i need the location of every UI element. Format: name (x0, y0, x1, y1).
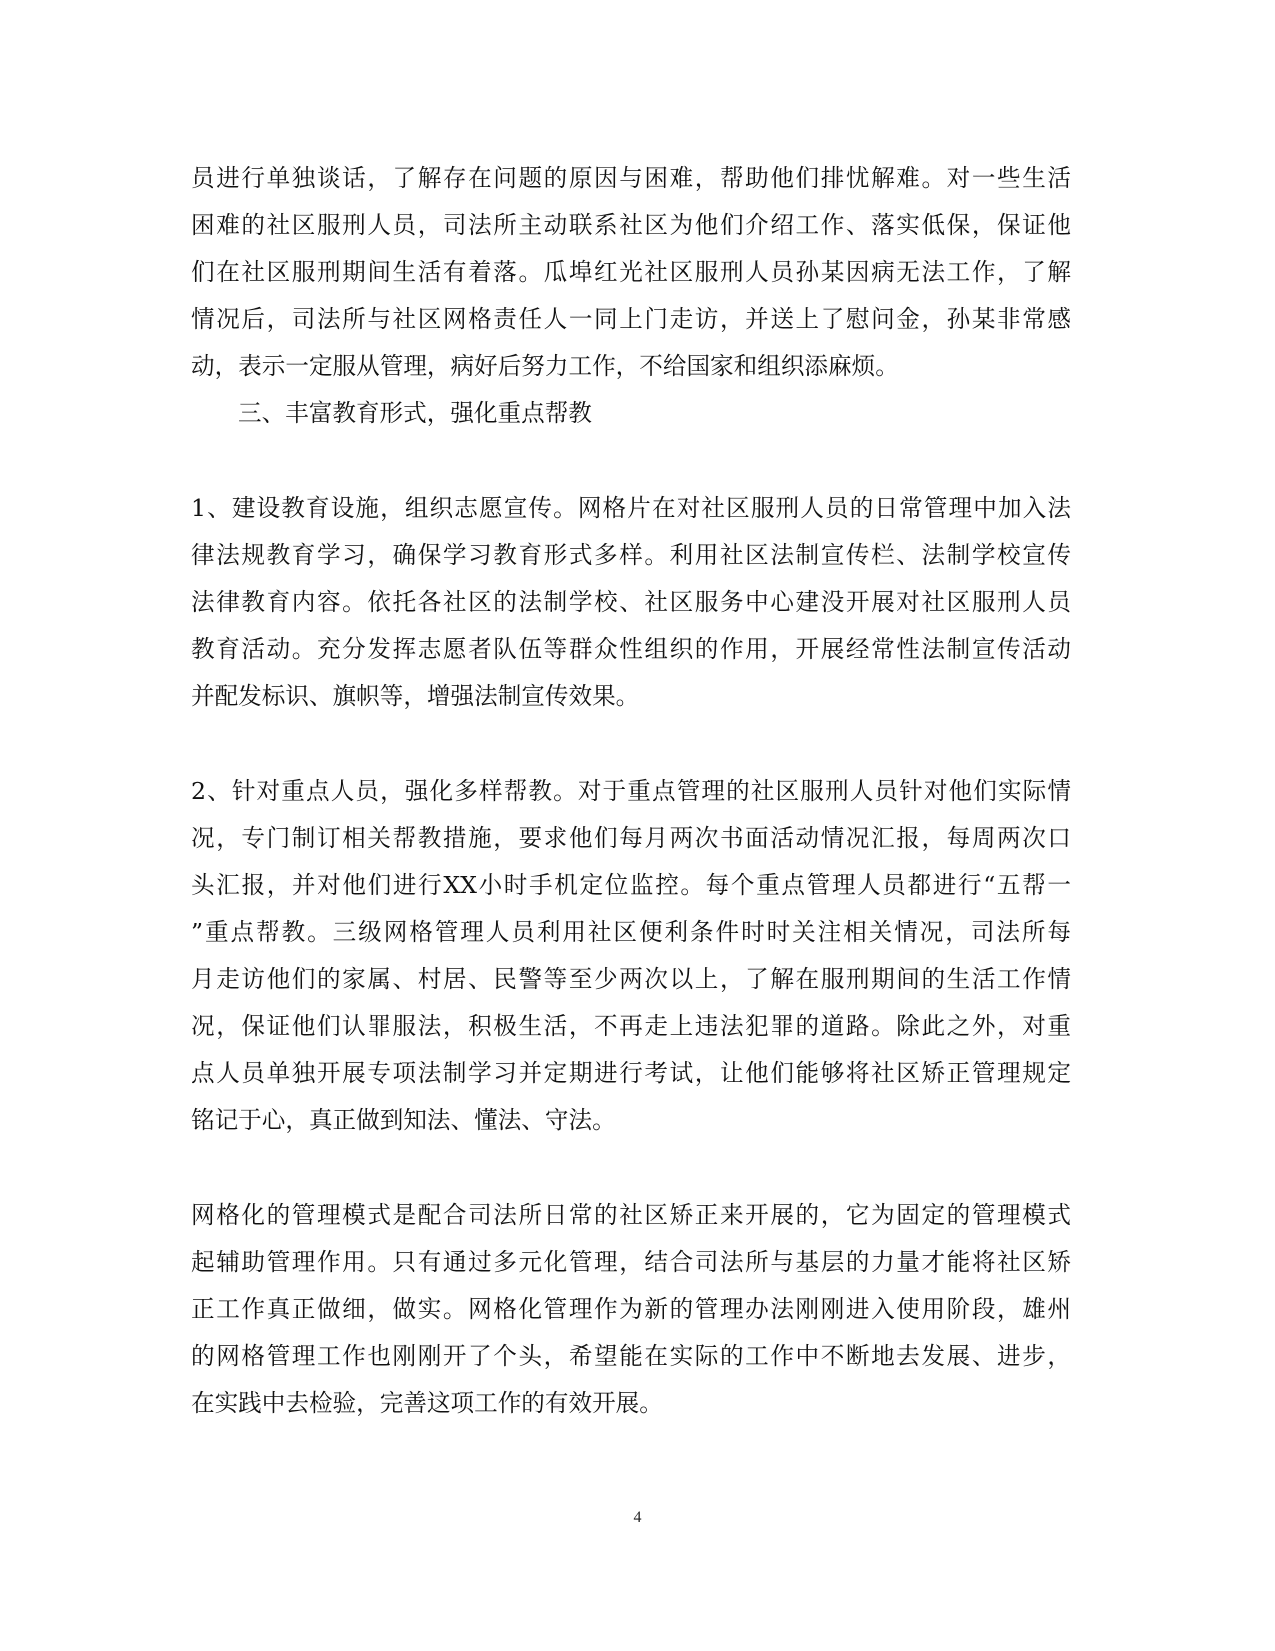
text-line: 况，专门制订相关帮教措施，要求他们每月两次书面活动情况汇报，每周两次口 (191, 824, 1071, 852)
text-line: 律法规教育学习，确保学习教育形式多样。利用社区法制宣传栏、法制学校宣传 (191, 541, 1071, 569)
paragraph (191, 1192, 1071, 1427)
paragraph (191, 155, 1071, 390)
text-line: ”重点帮教。三级网格管理人员利用社区便利条件时时关注相关情况，司法所每 (191, 918, 1071, 946)
text-line: 头汇报，并对他们进行XX小时手机定位监控。每个重点管理人员都进行“五帮一 (191, 871, 1071, 899)
paragraph-spacer (191, 720, 1071, 768)
section-heading: 三、丰富教育形式，强化重点帮教 (238, 399, 592, 427)
page-number: 4 (633, 1509, 642, 1526)
text-line: 情况后，司法所与社区网格责任人一同上门走访，并送上了慰问金，孙某非常感 (191, 305, 1071, 333)
text-line: 并配发标识、旗帜等，增强法制宣传效果。 (191, 682, 640, 710)
text-line: 动，表示一定服从管理，病好后努力工作，不给国家和组织添麻烦。 (191, 352, 899, 380)
text-line: 们在社区服刑期间生活有着落。瓜埠红光社区服刑人员孙某因病无法工作，了解 (191, 258, 1071, 286)
paragraph-spacer (191, 437, 1071, 485)
text-line: 2、针对重点人员，强化多样帮教。对于重点管理的社区服刑人员针对他们实际情 (191, 777, 1071, 805)
text-line: 的网格管理工作也刚刚开了个头，希望能在实际的工作中不断地去发展、进步， (191, 1342, 1071, 1370)
text-line: 网格化的管理模式是配合司法所日常的社区矫正来开展的，它为固定的管理模式 (191, 1201, 1071, 1229)
paragraph (191, 768, 1071, 1144)
text-line: 点人员单独开展专项法制学习并定期进行考试，让他们能够将社区矫正管理规定 (191, 1059, 1071, 1087)
text-line: 况，保证他们认罪服法，积极生活，不再走上违法犯罪的道路。除此之外，对重 (191, 1012, 1071, 1040)
text-line: 员进行单独谈话，了解存在问题的原因与困难，帮助他们排忧解难。对一些生活 (191, 164, 1071, 192)
text-line: 法律教育内容。依托各社区的法制学校、社区服务中心建没开展对社区服刑人员 (191, 588, 1071, 616)
text-line: 困难的社区服刑人员，司法所主动联系社区为他们介绍工作、落实低保，保证他 (191, 211, 1071, 239)
paragraph (191, 485, 1071, 720)
text-line: 在实践中去检验，完善这项工作的有效开展。 (191, 1389, 663, 1417)
text-line: 铭记于心，真正做到知法、懂法、守法。 (191, 1106, 616, 1134)
document-body (191, 155, 1071, 1427)
text-line: 起辅助管理作用。只有通过多元化管理，结合司法所与基层的力量才能将社区矫 (191, 1248, 1071, 1276)
text-line: 1、建设教育设施，组织志愿宣传。网格片在对社区服刑人员的日常管理中加入法 (191, 494, 1071, 522)
text-line: 月走访他们的家属、村居、民警等至少两次以上，了解在服刑期间的生活工作情 (191, 965, 1071, 993)
paragraph-spacer (191, 1144, 1071, 1192)
text-line: 正工作真正做细，做实。网格化管理作为新的管理办法刚刚进入使用阶段，雄州 (191, 1295, 1071, 1323)
text-line: 教育活动。充分发挥志愿者队伍等群众性组织的作用，开展经常性法制宣传活动 (191, 635, 1071, 663)
